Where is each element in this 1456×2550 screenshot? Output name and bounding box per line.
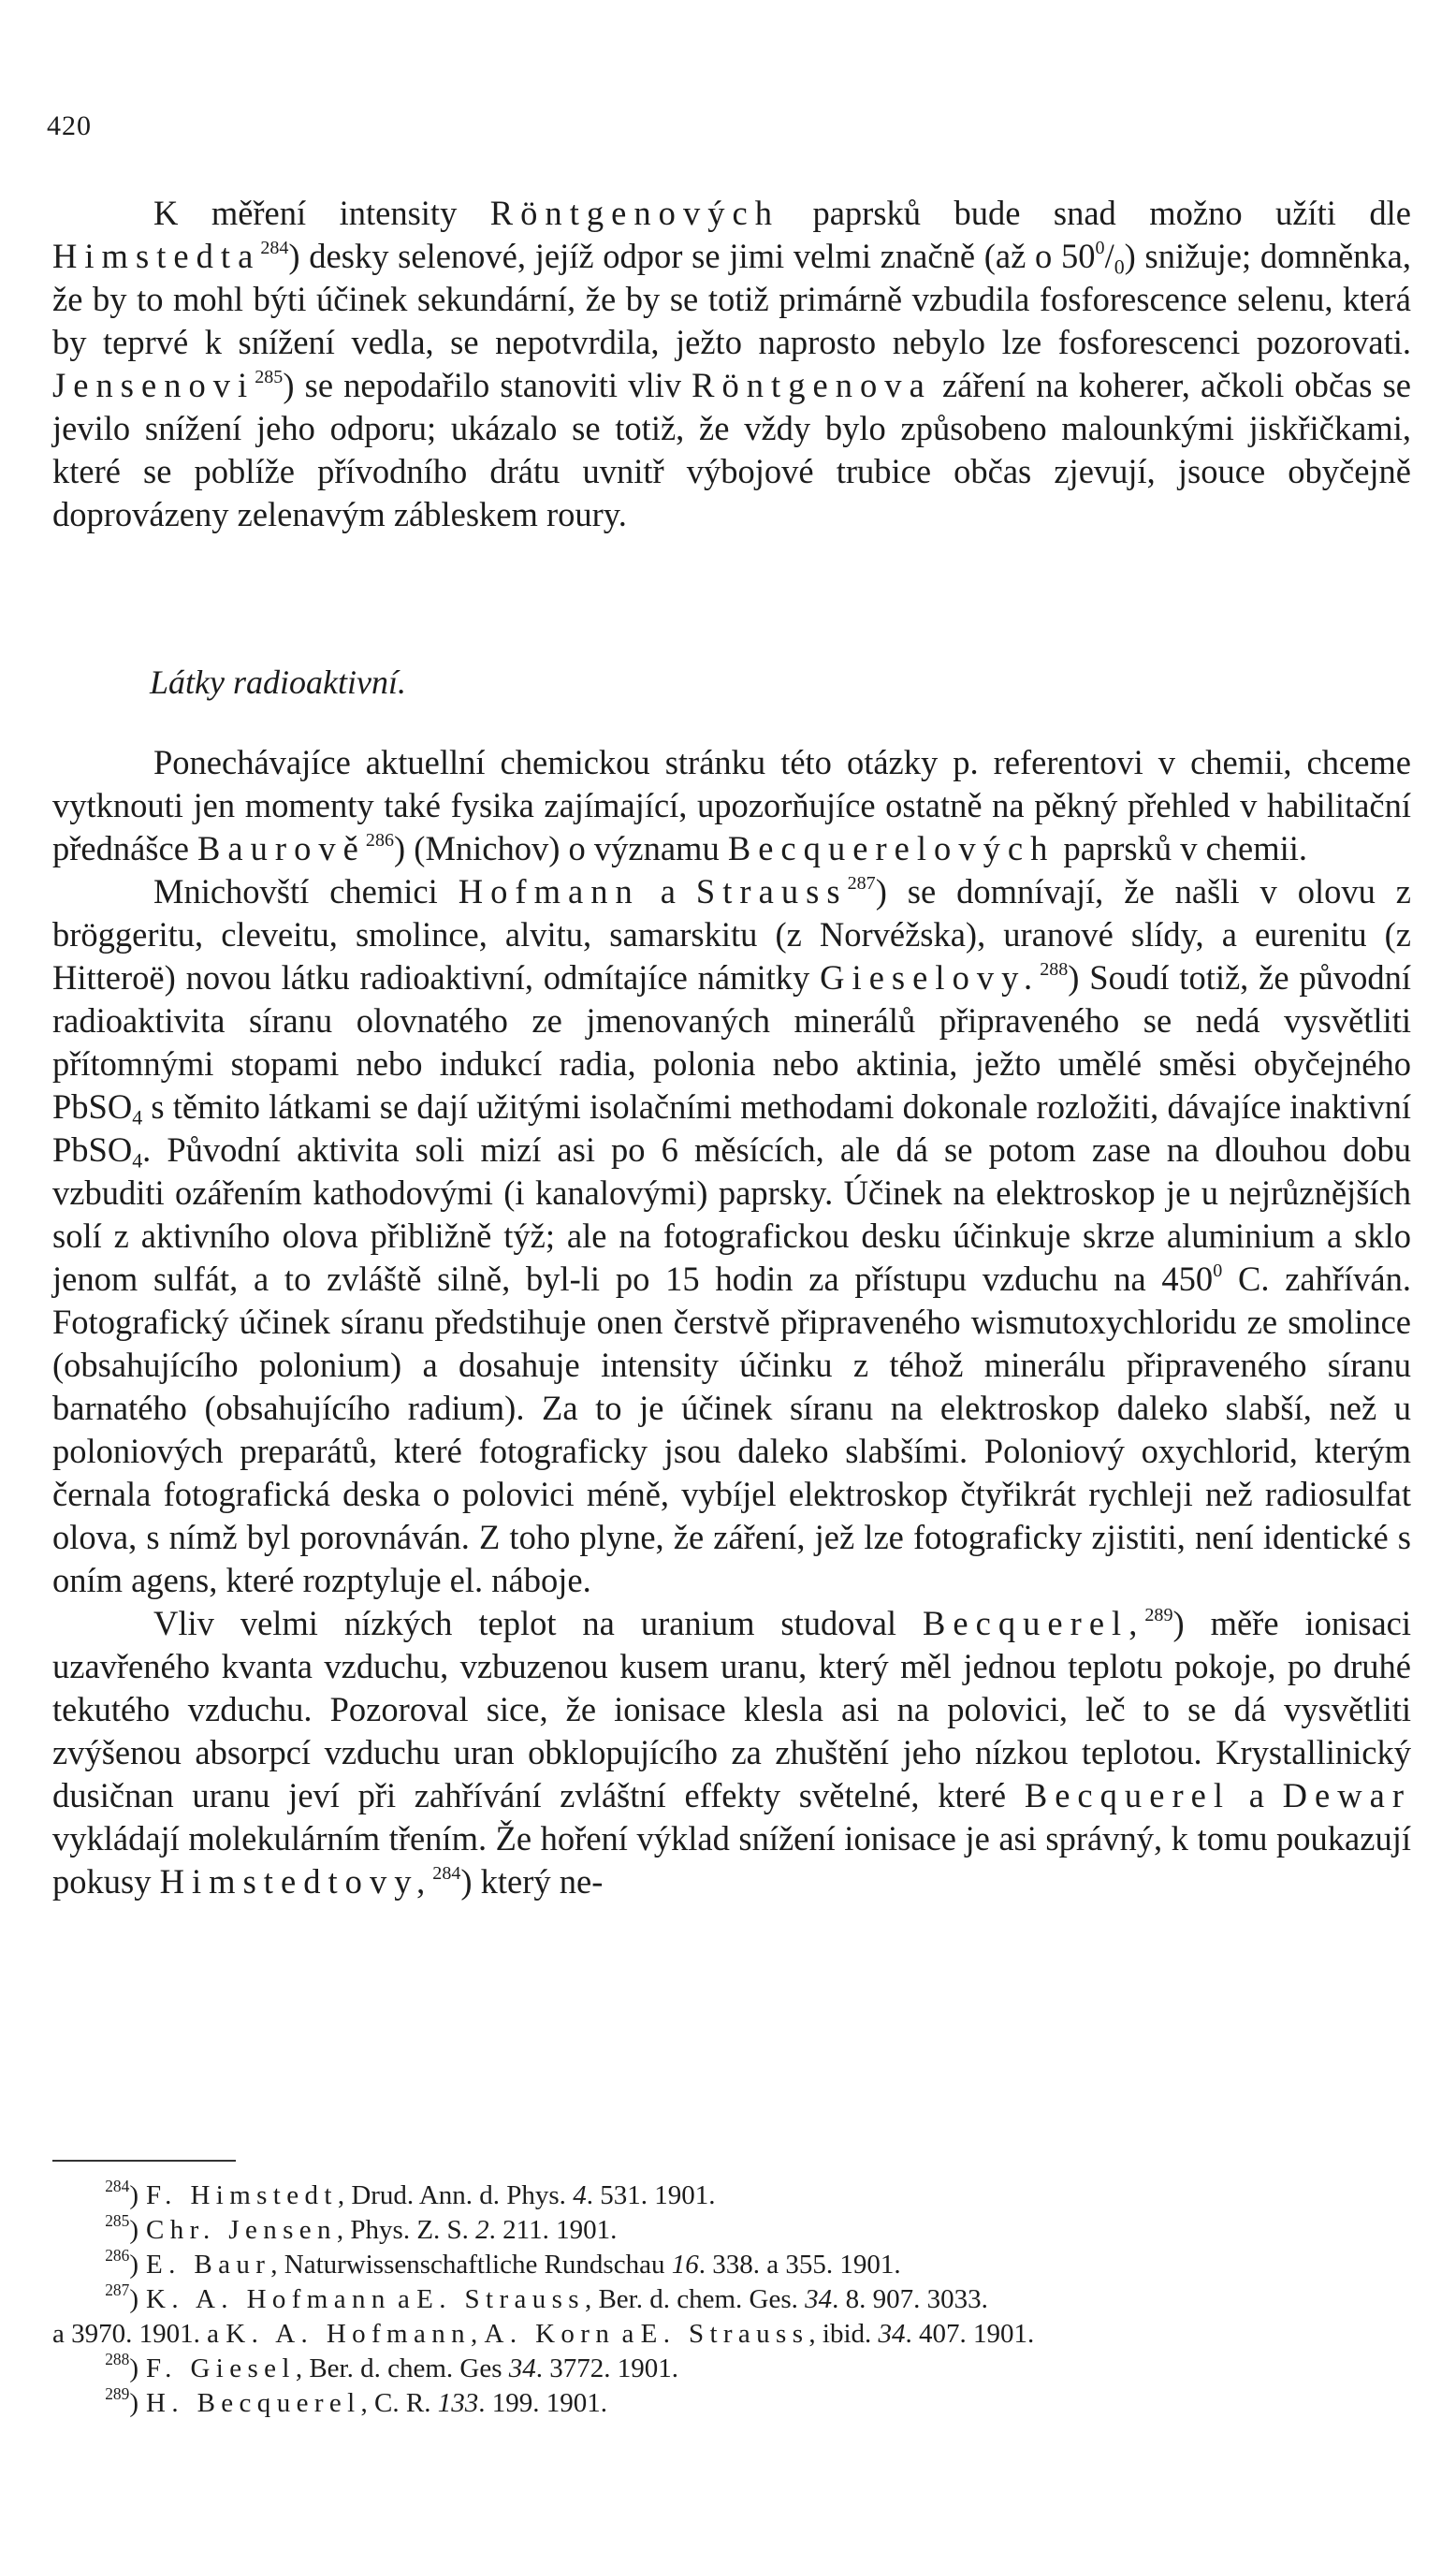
percent-sub: 0 [1114,255,1125,279]
footnote-author: F. Himstedt [146,2180,338,2210]
footnote-volume: 4 [573,2180,587,2210]
footnote-number: 288 [105,2349,130,2368]
footnote-text: a 3970. 1901. a [52,2319,226,2349]
author-name: Dewar [1282,1776,1412,1814]
footnote-text: , Phys. Z. S. [336,2215,476,2245]
footnote-284 [52,2178,1411,2213]
text-run: Ponechávajíce aktuellní chemickou stránku této otázky p. referentovi v chemii, chceme vytknouti jen momenty také fysika zajímající, upozorňujíce ostatně na pěkný přehled v habilitační přednášce [52,743,1411,867]
footnote-number: 286 [105,2245,130,2265]
author-name: Strauss [695,872,848,911]
footnote-text: a [390,2284,417,2314]
footnote-author: F. Giesel [146,2353,296,2383]
author-name: Hofmann [458,872,640,911]
footnote-text: , Naturwissenschaftliche Rundschau [270,2250,672,2280]
footnote-author: A. Korn [484,2319,616,2349]
footnote-ref[interactable]: 284 [432,1862,461,1884]
footnote-mark: $^{285}$) [105,2210,138,2245]
footnote-text: a [615,2319,641,2349]
footnote-text: . 199. 1901. [478,2388,607,2418]
footnote-ref[interactable]: 285 [255,366,284,387]
footnote-text: . 8. 907. 3033. [832,2284,988,2314]
footnote-287 [52,2282,1411,2317]
footnote-mark: $^{289}$) [105,2383,138,2418]
footnote-text: , C. R. [360,2388,438,2418]
footnote-number: 284 [105,2176,130,2195]
text-run: . Původní aktivita soli mizí asi po 6 měsících, ale dá se potom zase na dlouhou dobu vzbuditi ozářením kathodovými (i kanalovými) paprsky. Účinek na elektroskop je u nejrůznějších solí z aktivního olova přibližně týž; ale na fotografickou desku účinkuje skrze aluminium a sklo jenom sulfát, a to zvláště silně, byl-li po 15 hodin za přístupu vzduchu na 450 [52,1130,1411,1298]
footnote-volume: 2 [475,2215,489,2245]
footnote-286 [52,2245,1411,2282]
footnotes [52,2178,1411,2421]
footnote-ref[interactable]: 289 [1144,1604,1173,1625]
footnote-text: , [471,2319,485,2349]
paragraph-becquerel [52,1602,1411,1903]
footnote-volume: 34 [805,2284,833,2314]
section-body [52,741,1411,1903]
author-name: Gieselovy. [820,958,1041,997]
footnote-author: Chr. Jensen [146,2215,337,2245]
footnote-289 [52,2383,1411,2421]
section-heading: Látky radioaktivní. [150,663,406,701]
text-run: záření na koherer, ačkoli občas se jevilo snížení jeho odporu; ukázalo se totiž, že vždy bylo způsobeno malounkými jiskřičkami, které se poblíže přívodního drátu uvnitř výbojové trubice občas zjevují, jsouce obyčejně doprovázeny zelenavým zábleskem roury. [52,366,1411,533]
text-run: ) desky selenové, jejíž odpor se jimi velmi značně (až o 50 [288,237,1096,275]
footnote-author: E. Baur [146,2250,271,2280]
text-run: Vliv velmi nízkých teplot na uranium studoval [153,1604,924,1642]
page-number: 420 [47,110,92,141]
footnote-mark: $^{286}$) [105,2245,138,2280]
footnote-285 [52,2210,1411,2248]
footnote-volume: 34 [508,2353,536,2383]
text-run: ) Soudí totiž, že původní radioaktivita síranu olovnatého ze jmenovaných minerálů připraveného se nedá vysvětliti přítomnými stopami nebo indukcí radia, polonia nebo aktinia, ježto umělé směsi obyčejného PbSO [52,958,1412,1126]
text-run: vykládají molekulárním třením. Že hoření výklad snížení ionisace je asi správný, k tomu poukazují pokusy [52,1819,1411,1901]
footnote-text: , Ber. d. chem. Ges [295,2353,509,2383]
author-name: Röntgenových [489,194,780,232]
footnote-text: . 3772. 1901. [535,2353,678,2383]
footnote-author: K. A. Hofmann [226,2319,472,2349]
footnote-number: 285 [105,2210,130,2230]
footnote-author: K. A. Hofmann [146,2284,391,2314]
text-run: ) se domnívají, že našli v olovu z bröggeritu, cleveitu, smolince, alvitu, samarskitu (z Norvéžska), uranové slídy, a eurenitu (z Hitteroë) novou látku radioaktivní, odmítajíce námitky [52,872,1411,997]
author-name: Himstedtovy, [159,1862,433,1901]
text-run: paprsků v chemii. [1055,829,1308,867]
author-name: Baurově [197,829,366,867]
footnote-mark: $^{284}$) [105,2176,138,2210]
footnote-volume: 133 [437,2388,479,2418]
text-run: ) (Mnichov) o významu [394,829,728,867]
footnote-mark: $^{288}$) [105,2349,138,2383]
footnote-ref[interactable]: 287 [847,872,876,894]
author-name: Becquerelových [727,829,1056,867]
intro-paragraph: K měření intensity Röntgenových paprsků bude snad možno užíti dle Himstedta$^{284}$) desky selenové, jejíž odpor se jimi velmi značně (až o $50^0/_0$) snižuje; domněnka, že by to mohl býti účinek sekundární, že by se totiž primárně vzbudila fosforescence selenu, která by teprvé k snížení vedla, se nepotvrdila, ježto naprosto nebylo lze fosforescenci pozorovati. Jensenovi$^{285}$) se nepodařilo stanoviti vliv Röntgenova záření na koherer, ačkoli občas se jevilo snížení jeho odporu; ukázalo se totiž, že vždy bylo způsobeno malounkými jiskřičkami, které se poblíže přívodního drátu uvnitř výbojové trubice občas zjevují, jsouce obyčejně doprovázeny zelenavým zábleskem roury. [52,194,1411,533]
chem-subscript: 4 [132,1148,143,1173]
author-name: Becquerel, [923,1604,1145,1642]
footnote-text: , ibid. [808,2319,879,2349]
author-name: Becquerel [1024,1776,1231,1814]
footnote-text: . 531. 1901. [586,2180,716,2210]
text-run: ) se nepodařilo stanoviti vliv [283,366,692,404]
text-run: ) měře ionisaci uzavřeného kvanta vzduchu, vzbuzenou kusem uranu, který měl jednou teplotu pokoje, po druhé tekutého vzduchu. Pozoroval sice, že ionisace klesla asi na polovici, leč to se dá vysvětliti zvýšenou absorpcí vzduchu uran obklopujícího za zhuštění jeho nízkou teplotou. Krystallinický dusičnan uranu jeví při zahřívání zvláštní effekty světelné, které [52,1604,1411,1814]
footnote-author: E. Strauss [640,2319,809,2349]
text-run: a [1230,1776,1283,1814]
author-name: Röntgenova [692,366,932,404]
footnote-author: E. Strauss [416,2284,585,2314]
percent-sup: 0 [1095,237,1105,258]
footnote-ref[interactable]: 284 [260,237,289,258]
footnote-288 [52,2349,1411,2386]
footnote-text: , Ber. d. chem. Ges. [584,2284,806,2314]
text-run: a [639,872,696,911]
chem-subscript: 4 [132,1105,143,1129]
footnote-text: . 338. a 355. 1901. [698,2250,901,2280]
footnote-divider [52,2160,236,2162]
paragraph-baur [52,741,1411,870]
footnote-volume: 34 [878,2319,906,2349]
text-run: K měření intensity [153,194,490,232]
degree-sup: 0 [1213,1260,1223,1281]
footnote-number: 287 [105,2280,130,2299]
author-name: Jensenovi [52,366,255,404]
footnote-287-continued [52,2317,1411,2352]
footnote-volume: 16 [671,2250,699,2280]
footnote-author: H. Becquerel [146,2388,361,2418]
text-run: ) který ne- [460,1862,604,1901]
footnote-mark: $^{287}$) [105,2280,138,2314]
footnote-ref[interactable]: 288 [1040,958,1069,980]
footnote-text: . 407. 1901. [905,2319,1035,2349]
text-run: Mnichovští chemici [153,872,459,911]
paragraph-hofmann [52,870,1411,1602]
intro-text [52,192,1411,536]
footnote-number: 289 [105,2383,130,2403]
footnote-text: , Drud. Ann. d. Phys. [337,2180,574,2210]
footnote-ref[interactable]: 286 [365,829,395,851]
text-run: paprsků bude snad možno užíti dle [779,194,1411,232]
text-run: ) snižuje; domněnka, že by to mohl býti účinek sekundární, že by se totiž primárně vzbudila fosforescence selenu, která by teprvé k snížení vedla, se nepotvrdila, ježto naprosto nebylo lze fosforescenci pozorovati. [52,237,1411,361]
footnote-text: . 211. 1901. [488,2215,618,2245]
text-run: s těmito látkami se dají užitými isolačními methodami dokonale rozložiti, dávajíce inaktivní PbSO [52,1087,1411,1169]
author-name: Himstedta [52,237,261,275]
text-run: C. zahříván. Fotografický účinek síranu předstihuje onen čerstvě připraveného wismutoxychloridu ze smolince (obsahujícího polonium) a dosahuje intensity účinku z téhož minerálu připraveného síranu barnatého (obsahujícího radium). Za to je účinek síranu na elektroskop daleko slabší, než u poloniových preparátů, které fotograficky jsou daleko slabšími. Poloniový oxychlorid, kterým černala fotografická deska o polovici méně, vybíjel elektroskop čtyřikrát rychleji než radiosulfat olova, s nímž byl porovnáván. Z toho plyne, že záření, jež lze fotograficky zjistiti, není identické s oním agens, které rozptyluje el. náboje. [52,1260,1411,1599]
